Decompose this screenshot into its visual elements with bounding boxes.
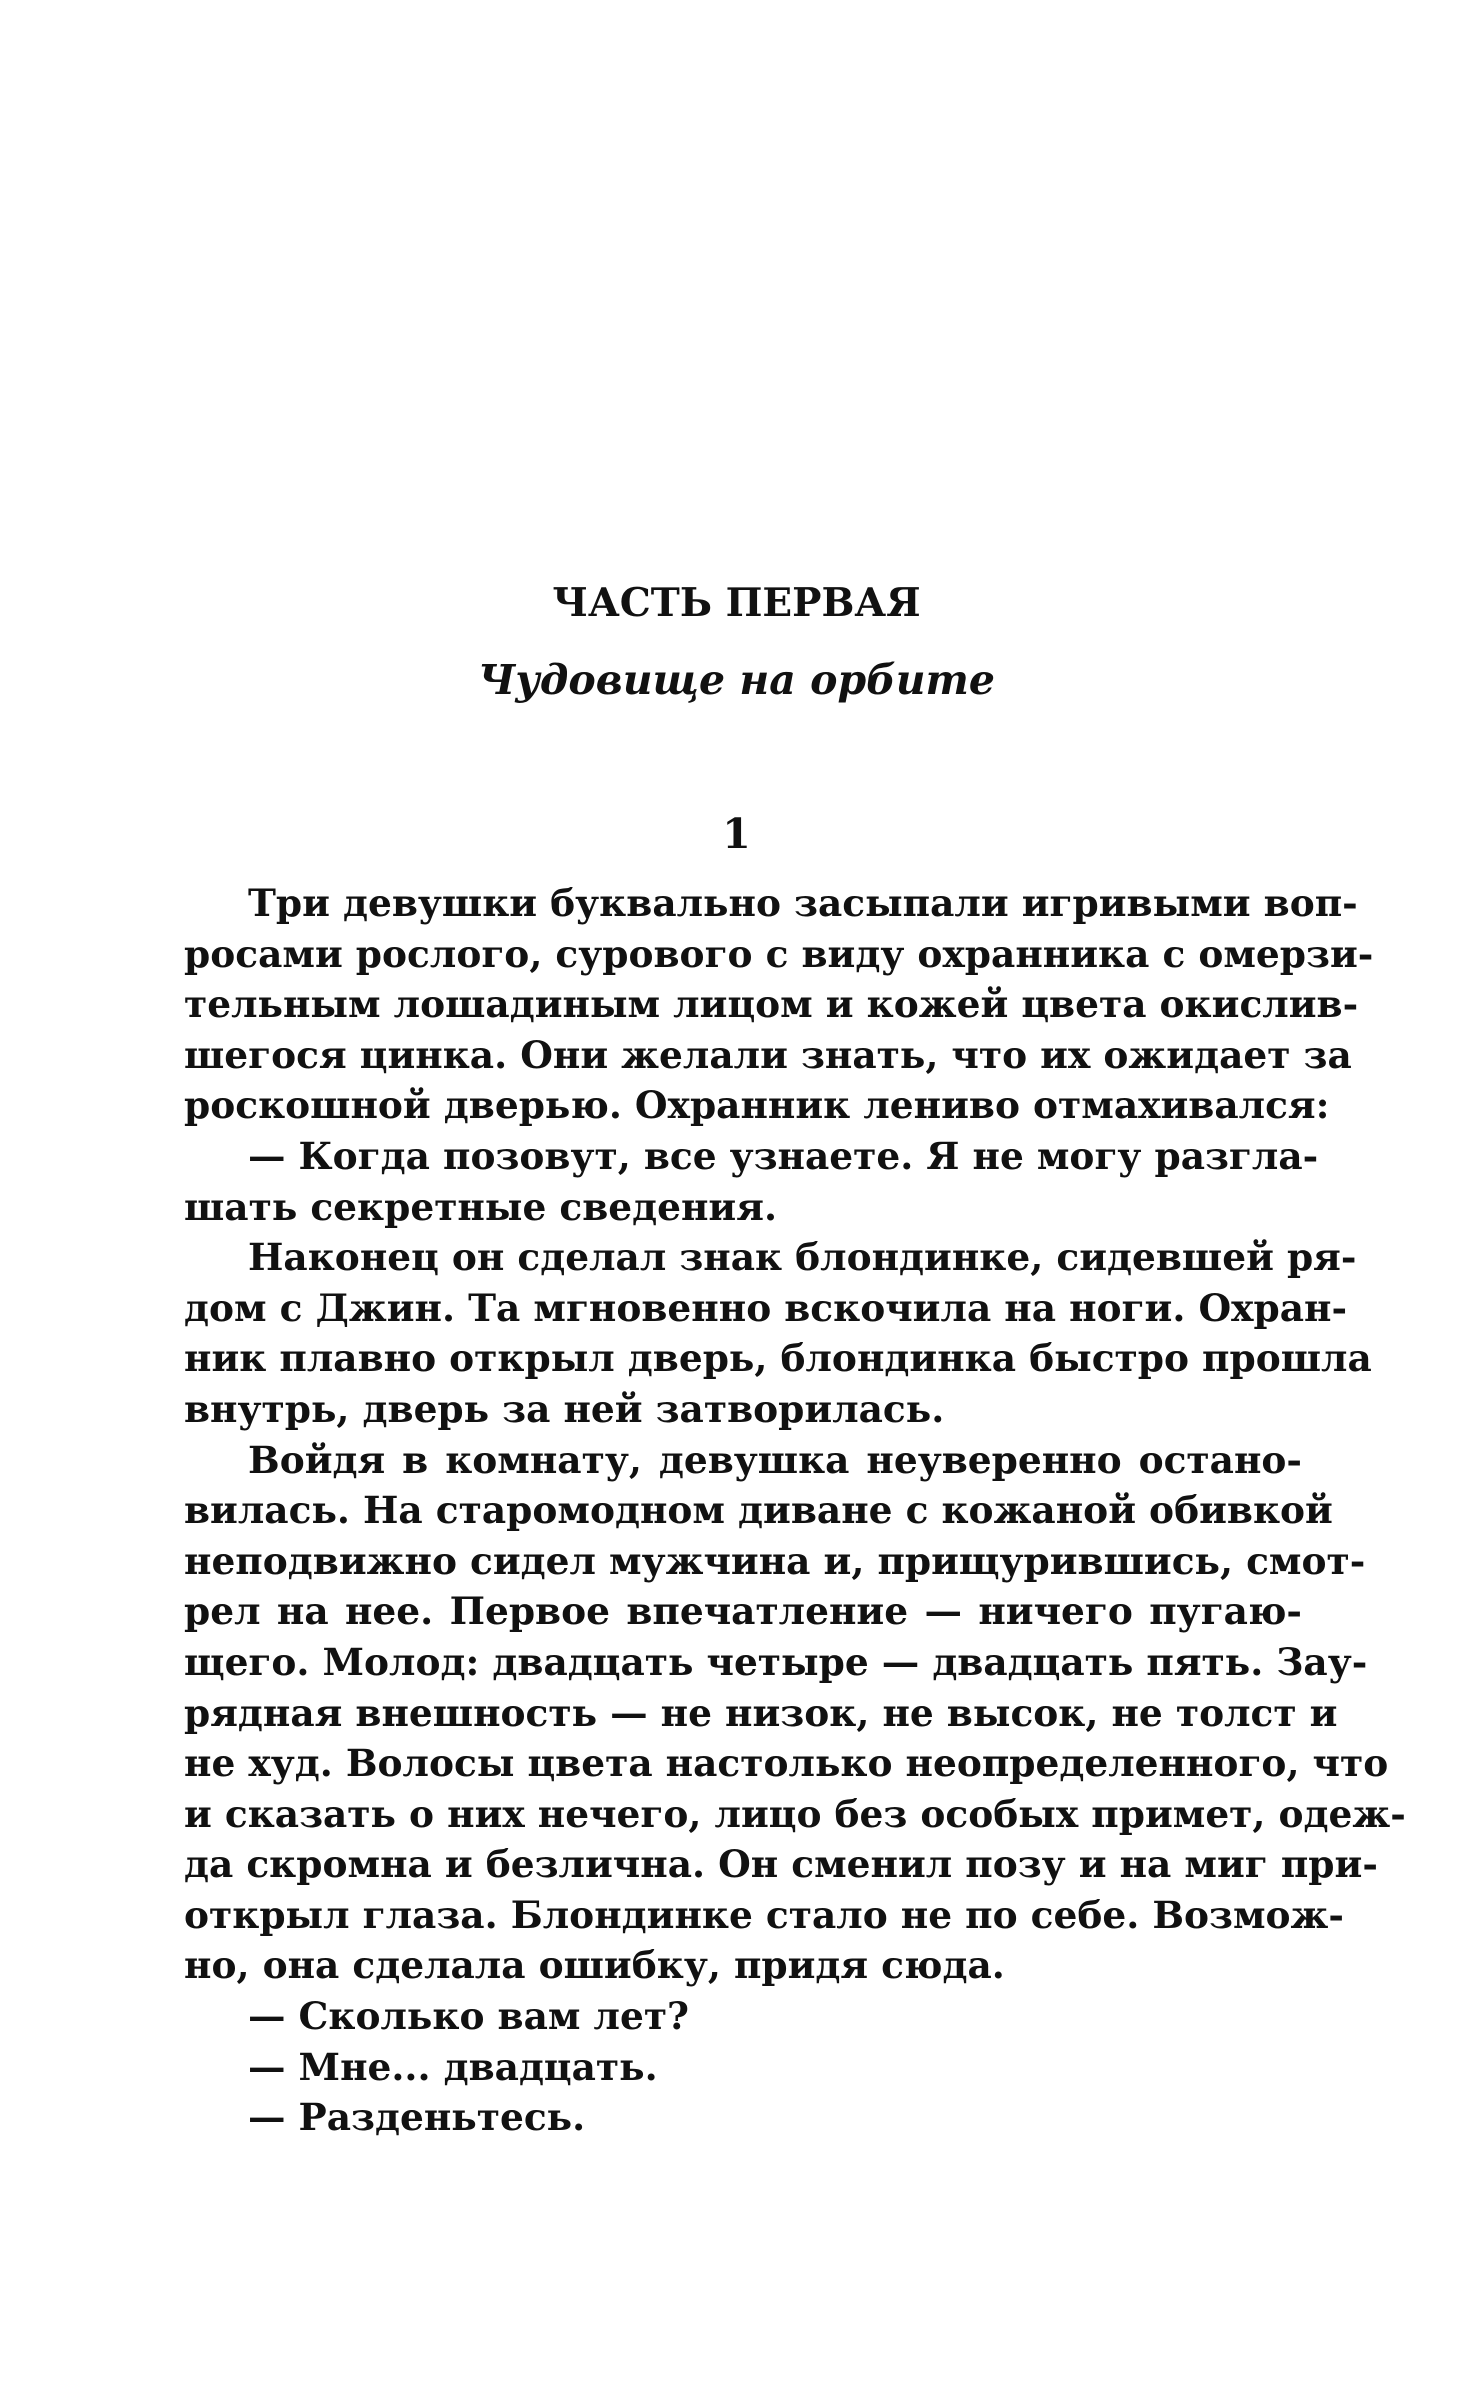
text-line: шегося цинка. Они желали знать, что их ожидает за <box>184 1032 1352 1077</box>
paragraph <box>184 1131 1319 1232</box>
text-line: росами рослого, сурового с виду охранника с омерзи- <box>184 931 1374 976</box>
text-line: вилась. На старомодном диване с кожаной обивкой <box>184 1488 1333 1533</box>
part-subtitle: Чудовище на орбите <box>477 656 996 704</box>
text-line: рядная внешность — не низок, не высок, не толст и <box>184 1690 1338 1735</box>
body-text <box>184 878 1406 2143</box>
text-line: тельным лошадиным лицом и кожей цвета окислив- <box>184 982 1359 1027</box>
paragraph <box>184 2092 1302 2143</box>
chapter-number: 1 <box>722 810 751 858</box>
paragraph <box>184 1991 1302 2042</box>
text-line: — Разденьтесь. <box>248 2095 586 2140</box>
text-line: — Сколько вам лет? <box>248 1994 690 2039</box>
text-line: и сказать о них нечего, лицо без особых примет, одеж- <box>184 1791 1406 1836</box>
paragraph <box>184 2042 1302 2093</box>
text-line: — Мне... двадцать. <box>248 2044 658 2089</box>
paragraph <box>184 1435 1406 1992</box>
text-line: щего. Молод: двадцать четыре — двадцать пять. Зау- <box>184 1639 1368 1684</box>
text-line: Войдя в комнату, девушка неуверенно остано- <box>248 1437 1302 1482</box>
text-line: шать секретные сведения. <box>184 1184 778 1229</box>
text-line: ник плавно открыл дверь, блондинка быстро прошла <box>184 1336 1372 1381</box>
text-line: роскошной дверью. Охранник лениво отмахивался: <box>184 1083 1330 1128</box>
text-line: рел на нее. Первое впечатление — ничего пугаю- <box>184 1589 1302 1634</box>
part-title: ЧАСТЬ ПЕРВАЯ <box>552 580 921 626</box>
text-line: да скромна и безлична. Он сменил позу и на миг при- <box>184 1842 1378 1887</box>
paragraph <box>184 1232 1372 1434</box>
text-line: — Когда позовут, все узнаете. Я не могу разгла- <box>248 1133 1319 1178</box>
text-line: Три девушки буквально засыпали игривыми воп- <box>248 881 1358 925</box>
text-line: дом с Джин. Та мгновенно вскочила на ноги. Охран- <box>184 1285 1348 1330</box>
text-line: Наконец он сделал знак блондинке, сидевшей ря- <box>248 1235 1357 1280</box>
paragraph <box>184 878 1374 1131</box>
text-line: не худ. Волосы цвета настолько неопределенного, что <box>184 1741 1389 1786</box>
text-line: неподвижно сидел мужчина и, прищурившись, смот- <box>184 1538 1366 1583</box>
text-line: но, она сделала ошибку, придя сюда. <box>184 1943 1005 1988</box>
text-line: внутрь, дверь за ней затворилась. <box>184 1386 945 1431</box>
text-line: открыл глаза. Блондинке стало не по себе. Возмож- <box>184 1892 1344 1937</box>
